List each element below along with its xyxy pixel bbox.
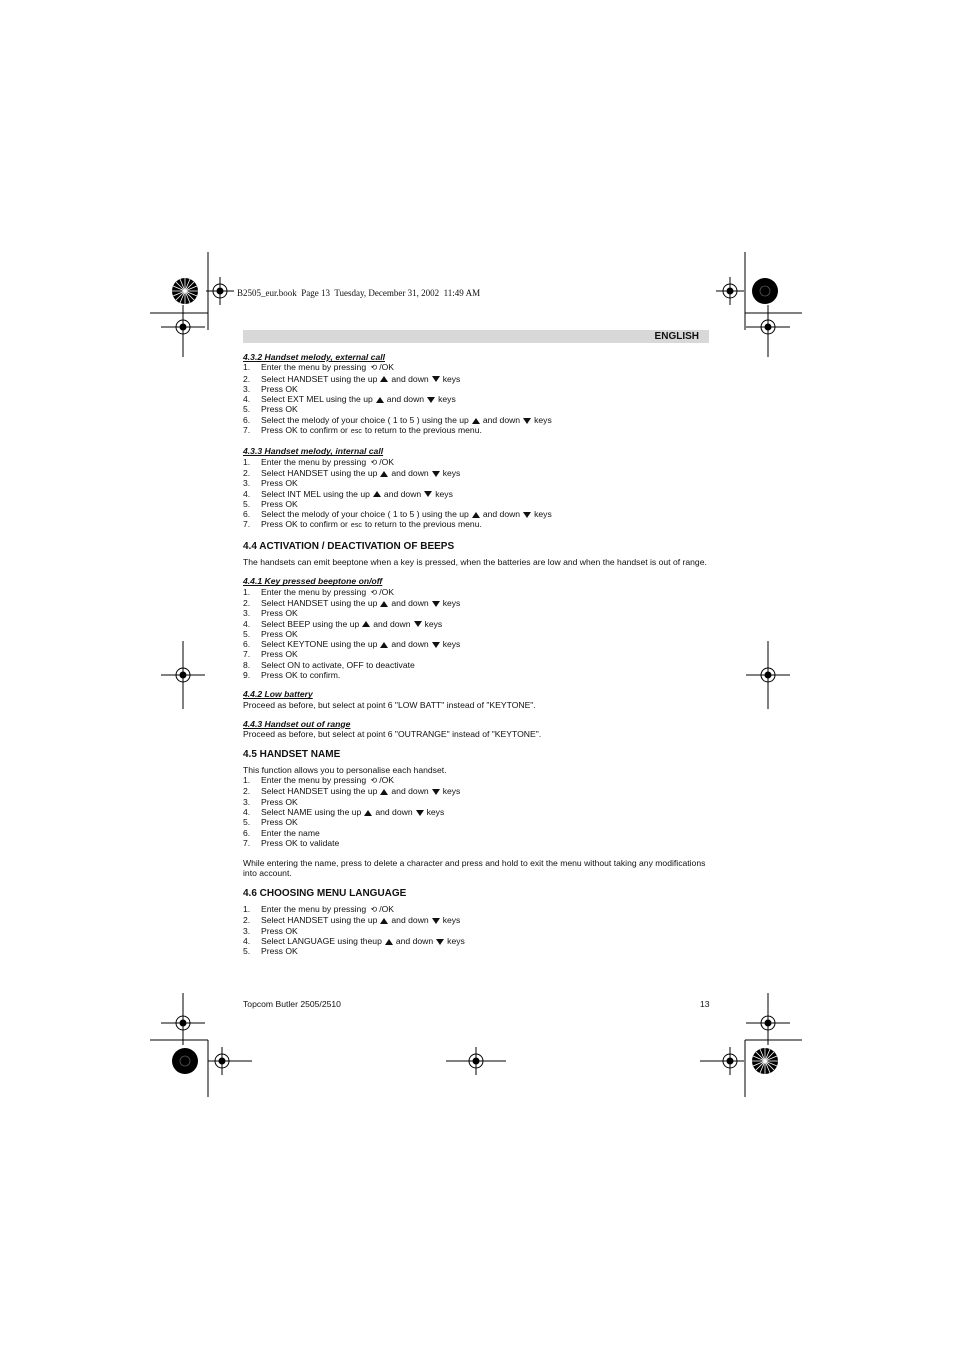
step-text: Select INT MEL using the up xyxy=(261,488,370,499)
step-text: and down xyxy=(391,597,429,608)
step-text: Select the melody of your choice ( 1 to 5 ) using the up xyxy=(261,509,469,520)
section-title-4-6: 4.6 CHOOSING MENU LANGUAGE xyxy=(243,887,407,899)
step-text: keys xyxy=(534,414,552,425)
step-text: and down xyxy=(482,414,521,425)
list-item xyxy=(243,649,713,659)
down-arrow-icon xyxy=(432,918,440,924)
down-arrow-icon xyxy=(436,939,444,945)
subsection-body-4-4-3: Proceed as before, but select at point 6 "OUTRANGE" instead of "KEYTONE". xyxy=(243,729,542,740)
step-text: Press OK xyxy=(261,608,298,619)
down-arrow-icon xyxy=(432,789,440,795)
step-text: and down xyxy=(391,467,429,478)
down-arrow-icon xyxy=(432,376,440,382)
step-number: 7. xyxy=(243,837,251,848)
step-text: Press OK xyxy=(261,796,298,807)
step-number: 4. xyxy=(243,618,251,629)
step-text: Press OK xyxy=(261,498,298,509)
step-number: 2. xyxy=(243,786,251,797)
down-arrow-icon xyxy=(523,418,531,424)
menu-key-icon: ⟲ xyxy=(370,776,378,786)
step-number: 4. xyxy=(243,806,251,817)
step-number: 5. xyxy=(243,628,251,639)
down-arrow-icon xyxy=(432,642,440,648)
list-item xyxy=(243,362,713,373)
up-arrow-icon xyxy=(380,789,388,795)
step-text: and down xyxy=(482,509,521,520)
down-arrow-icon xyxy=(427,397,435,403)
list-item xyxy=(243,608,713,618)
footer-product-name: Topcom Butler 2505/2510 xyxy=(243,999,341,1009)
steps-4-3-3 xyxy=(243,457,713,532)
step-text: Press OK to confirm or xyxy=(261,519,348,530)
list-item xyxy=(243,838,713,848)
list-item xyxy=(243,926,713,936)
list-item xyxy=(243,915,713,925)
footer-page-number: 13 xyxy=(700,999,710,1009)
down-arrow-icon xyxy=(432,471,440,477)
step-number: 6. xyxy=(243,414,251,425)
up-arrow-icon xyxy=(373,491,381,497)
list-item xyxy=(243,639,713,649)
steps-4-4-1 xyxy=(243,587,713,681)
step-text: keys xyxy=(442,915,461,926)
step-number: 3. xyxy=(243,925,251,936)
step-number: 1. xyxy=(243,904,251,915)
steps-4-6 xyxy=(243,904,713,956)
list-item xyxy=(243,817,713,827)
step-text: Select ON to activate, OFF to deactivate xyxy=(261,659,415,670)
step-text: keys xyxy=(534,509,552,520)
step-number: 8. xyxy=(243,659,251,670)
section-title-4-5: 4.5 HANDSET NAME xyxy=(243,748,341,760)
menu-key-icon: ⟲ xyxy=(370,363,378,373)
language-banner xyxy=(243,330,709,343)
step-text: Press OK xyxy=(261,404,298,415)
list-item xyxy=(243,457,713,468)
language-label: ENGLISH xyxy=(654,331,699,342)
step-text: keys xyxy=(435,488,453,499)
step-text: Enter the name xyxy=(261,827,320,838)
up-arrow-icon xyxy=(376,397,384,403)
up-arrow-icon xyxy=(380,601,388,607)
step-text: Press OK to confirm. xyxy=(261,670,341,681)
step-text: keys xyxy=(442,467,461,478)
list-item xyxy=(243,519,713,531)
step-number: 3. xyxy=(243,608,251,619)
list-item xyxy=(243,619,713,629)
list-item xyxy=(243,384,713,394)
step-text: and down xyxy=(395,935,434,946)
list-item xyxy=(243,415,713,425)
step-text: keys xyxy=(447,935,465,946)
subsection-title-4-4-2: 4.4.2 Low battery xyxy=(243,689,313,700)
step-text: /OK xyxy=(379,586,394,597)
list-item xyxy=(243,946,713,956)
step-number: 3. xyxy=(243,796,251,807)
step-text: Select HANDSET using the up xyxy=(261,786,378,797)
step-text: to return to the previous menu. xyxy=(364,519,482,530)
step-text: /OK xyxy=(379,904,394,915)
step-text: Press OK xyxy=(261,946,298,957)
up-arrow-icon xyxy=(380,471,388,477)
step-number: 3. xyxy=(243,478,251,489)
step-text: and down xyxy=(391,373,429,384)
section-intro-4-5: This function allows you to personalise each handset. xyxy=(243,764,447,775)
menu-key-icon: ⟲ xyxy=(370,587,378,597)
up-arrow-icon xyxy=(472,512,480,518)
list-item xyxy=(243,936,713,946)
step-number: 1. xyxy=(243,456,251,467)
step-text: Select the melody of your choice ( 1 to 5 ) using the up xyxy=(261,414,469,425)
step-text: keys xyxy=(442,597,461,608)
step-number: 5. xyxy=(243,404,251,415)
step-number: 2. xyxy=(243,373,251,384)
step-text: Enter the menu by pressing xyxy=(261,775,367,786)
list-item xyxy=(243,797,713,807)
menu-key-icon: ⟲ xyxy=(370,457,378,467)
step-number: 4. xyxy=(243,394,251,405)
step-number: 6. xyxy=(243,639,251,650)
list-item xyxy=(243,587,713,598)
step-text: and down xyxy=(375,806,413,817)
step-number: 3. xyxy=(243,383,251,394)
up-arrow-icon xyxy=(362,621,370,627)
steps-4-5 xyxy=(243,775,713,848)
step-text: and down xyxy=(383,488,422,499)
page-content xyxy=(243,352,713,957)
list-item xyxy=(243,468,713,478)
step-text: Select HANDSET using the up xyxy=(261,373,378,384)
section-intro-4-4: The handsets can emit beeptone when a key is pressed, when the batteries are low and when the handset is out of range. xyxy=(243,557,707,568)
step-text: Select HANDSET using the up xyxy=(261,915,378,926)
step-number: 2. xyxy=(243,467,251,478)
down-arrow-icon xyxy=(424,491,432,497)
list-item xyxy=(243,478,713,488)
step-text: and down xyxy=(391,786,429,797)
step-text: and down xyxy=(391,915,429,926)
step-text: keys xyxy=(442,786,461,797)
menu-key-icon: ⟲ xyxy=(370,905,378,915)
list-item xyxy=(243,404,713,414)
escape-key-icon: esc xyxy=(350,522,362,530)
step-number: 7. xyxy=(243,425,251,436)
step-text: Enter the menu by pressing xyxy=(261,904,367,915)
subsection-title-4-3-3: 4.3.3 Handset melody, internal call xyxy=(243,446,384,457)
step-number: 2. xyxy=(243,597,251,608)
down-arrow-icon xyxy=(414,621,422,627)
list-item xyxy=(243,598,713,608)
step-text: /OK xyxy=(379,775,394,786)
subsection-body-4-4-2: Proceed as before, but select at point 6 "LOW BATT" instead of "KEYTONE". xyxy=(243,699,536,710)
step-number: 1. xyxy=(243,775,251,786)
step-number: 7. xyxy=(243,649,251,660)
step-text: Press OK xyxy=(261,383,298,394)
step-number: 6. xyxy=(243,509,251,520)
section-title-4-4: 4.4 ACTIVATION / DEACTIVATION OF BEEPS xyxy=(243,540,455,552)
step-number: 4. xyxy=(243,935,251,946)
step-text: keys xyxy=(426,806,445,817)
step-text: Select BEEP using the up xyxy=(261,618,360,629)
step-text: Select KEYTONE using the up xyxy=(261,639,378,650)
list-item xyxy=(243,660,713,670)
step-number: 6. xyxy=(243,827,251,838)
list-item xyxy=(243,775,713,786)
step-text: and down xyxy=(373,618,411,629)
step-number: 4. xyxy=(243,488,251,499)
step-text: Select LANGUAGE using theup xyxy=(261,935,382,946)
list-item xyxy=(243,489,713,499)
step-text: Press OK xyxy=(261,649,298,660)
down-arrow-icon xyxy=(416,810,424,816)
step-number: 2. xyxy=(243,915,251,926)
section-note-4-5: While entering the name, press to delete a character and press and hold to exit the menu without taking any modifications into account. xyxy=(243,858,706,879)
print-header-note: B2505_eur.book Page 13 Tuesday, December 31, 2002 11:49 AM xyxy=(237,288,481,298)
list-item xyxy=(243,904,713,915)
steps-4-3-2 xyxy=(243,362,713,437)
list-item xyxy=(243,509,713,519)
step-text: Enter the menu by pressing xyxy=(261,362,367,373)
down-arrow-icon xyxy=(432,601,440,607)
up-arrow-icon xyxy=(380,642,388,648)
up-arrow-icon xyxy=(472,418,480,424)
up-arrow-icon xyxy=(380,918,388,924)
down-arrow-icon xyxy=(523,512,531,518)
step-text: Press OK xyxy=(261,925,298,936)
step-number: 9. xyxy=(243,670,251,681)
step-text: keys xyxy=(442,639,461,650)
up-arrow-icon xyxy=(385,939,393,945)
list-item xyxy=(243,394,713,404)
step-number: 1. xyxy=(243,586,251,597)
list-item xyxy=(243,425,713,437)
step-text: Select EXT MEL using the up xyxy=(261,394,373,405)
step-number: 5. xyxy=(243,498,251,509)
list-item xyxy=(243,807,713,817)
step-text: keys xyxy=(442,373,461,384)
list-item xyxy=(243,629,713,639)
step-text: /OK xyxy=(379,456,394,467)
step-number: 5. xyxy=(243,817,251,828)
step-text: and down xyxy=(391,639,429,650)
list-item xyxy=(243,374,713,384)
step-number: 1. xyxy=(243,362,251,373)
step-text: Press OK xyxy=(261,478,298,489)
list-item xyxy=(243,828,713,838)
step-text: Press OK to confirm or xyxy=(261,425,348,436)
step-text: to return to the previous menu. xyxy=(364,425,482,436)
step-text: /OK xyxy=(379,362,394,373)
step-number: 5. xyxy=(243,946,251,957)
step-text: Select HANDSET using the up xyxy=(261,597,378,608)
list-item xyxy=(243,499,713,509)
step-text: Enter the menu by pressing xyxy=(261,586,367,597)
subsection-title-4-4-3: 4.4.3 Handset out of range xyxy=(243,718,351,729)
step-text: keys xyxy=(438,394,456,405)
step-text: Select HANDSET using the up xyxy=(261,467,378,478)
step-text: Press OK xyxy=(261,817,298,828)
step-text: Press OK xyxy=(261,628,298,639)
step-number: 7. xyxy=(243,519,251,530)
step-text: Enter the menu by pressing xyxy=(261,456,367,467)
step-text: keys xyxy=(424,618,443,629)
step-text: Select NAME using the up xyxy=(261,806,362,817)
list-item xyxy=(243,786,713,796)
up-arrow-icon xyxy=(364,810,372,816)
subsection-title-4-4-1: 4.4.1 Key pressed beeptone on/off xyxy=(243,576,383,587)
step-text: and down xyxy=(386,394,425,405)
step-text: Press OK to validate xyxy=(261,837,340,848)
list-item xyxy=(243,670,713,680)
escape-key-icon: esc xyxy=(350,428,362,436)
subsection-title-4-3-2: 4.3.2 Handset melody, external call xyxy=(243,352,386,362)
up-arrow-icon xyxy=(380,376,388,382)
